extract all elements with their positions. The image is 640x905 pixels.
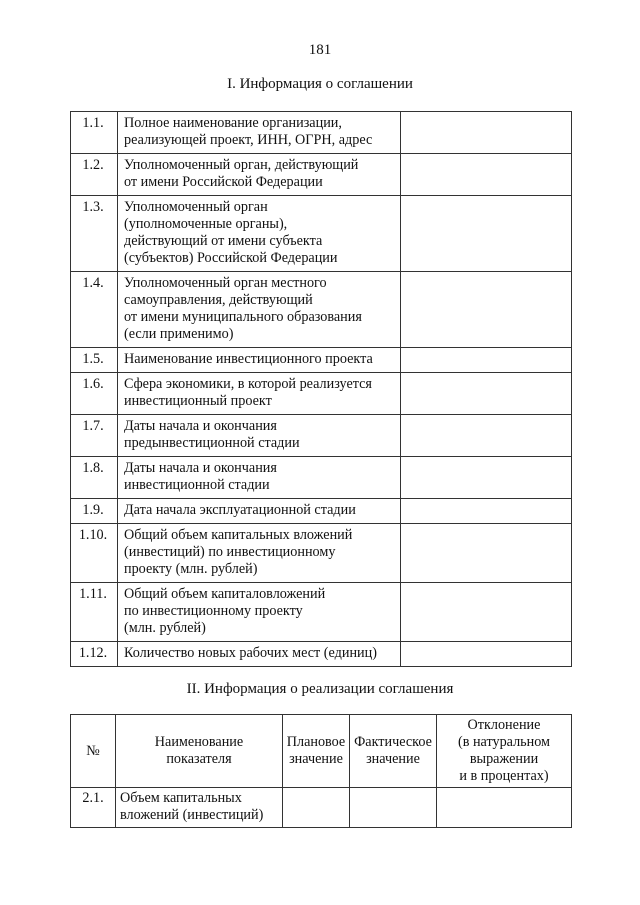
row-actual-cell bbox=[350, 788, 437, 828]
row-label: Даты начала и окончания предынвестиционной стадии bbox=[118, 415, 401, 457]
row-value-cell bbox=[401, 196, 572, 272]
row-number: 1.10. bbox=[71, 524, 118, 583]
section-title-agreement-implementation: II. Информация о реализации соглашения bbox=[186, 681, 454, 697]
section-title-agreement-info: I. Информация о соглашении bbox=[227, 76, 413, 92]
row-number: 1.3. bbox=[71, 196, 118, 272]
header-num: № bbox=[71, 715, 116, 788]
table-row bbox=[71, 272, 572, 348]
row-number: 1.2. bbox=[71, 154, 118, 196]
row-indicator: Объем капитальных вложений (инвестиций) bbox=[116, 788, 283, 828]
row-label: Уполномоченный орган (уполномоченные органы), действующий от имени субъекта (субъектов) Российской Федерации bbox=[118, 196, 401, 272]
table-row bbox=[71, 583, 572, 642]
row-number: 1.6. bbox=[71, 373, 118, 415]
row-value-cell bbox=[401, 642, 572, 667]
page-number: 181 bbox=[308, 42, 332, 58]
row-label: Общий объем капиталовложений по инвестиционному проекту (млн. рублей) bbox=[118, 583, 401, 642]
row-value-cell bbox=[401, 272, 572, 348]
table-row bbox=[71, 788, 572, 828]
row-label: Уполномоченный орган, действующий от имени Российской Федерации bbox=[118, 154, 401, 196]
row-value-cell bbox=[401, 373, 572, 415]
row-number: 1.4. bbox=[71, 272, 118, 348]
table-row bbox=[71, 112, 572, 154]
row-number: 1.8. bbox=[71, 457, 118, 499]
agreement-info-table bbox=[70, 111, 572, 667]
row-number: 2.1. bbox=[71, 788, 116, 828]
row-label: Сфера экономики, в которой реализуется инвестиционный проект bbox=[118, 373, 401, 415]
row-label: Наименование инвестиционного проекта bbox=[118, 348, 401, 373]
table-header-row bbox=[71, 715, 572, 788]
row-number: 1.11. bbox=[71, 583, 118, 642]
header-deviation: Отклонение (в натуральном выражении и в процентах) bbox=[437, 715, 572, 788]
table-row bbox=[71, 415, 572, 457]
row-value-cell bbox=[401, 524, 572, 583]
table-row bbox=[71, 524, 572, 583]
table-row bbox=[71, 499, 572, 524]
row-value-cell bbox=[401, 583, 572, 642]
row-number: 1.7. bbox=[71, 415, 118, 457]
header-planned: Плановое значение bbox=[283, 715, 350, 788]
row-value-cell bbox=[401, 415, 572, 457]
table-row bbox=[71, 196, 572, 272]
row-deviation-cell bbox=[437, 788, 572, 828]
row-label: Общий объем капитальных вложений (инвестиций) по инвестиционному проекту (млн. рублей) bbox=[118, 524, 401, 583]
row-label: Дата начала эксплуатационной стадии bbox=[118, 499, 401, 524]
row-label: Даты начала и окончания инвестиционной стадии bbox=[118, 457, 401, 499]
row-number: 1.9. bbox=[71, 499, 118, 524]
row-value-cell bbox=[401, 154, 572, 196]
row-value-cell bbox=[401, 499, 572, 524]
row-value-cell bbox=[401, 457, 572, 499]
header-indicator: Наименование показателя bbox=[116, 715, 283, 788]
row-label: Полное наименование организации, реализующей проект, ИНН, ОГРН, адрес bbox=[118, 112, 401, 154]
header-actual: Фактическое значение bbox=[350, 715, 437, 788]
row-number: 1.1. bbox=[71, 112, 118, 154]
table-row bbox=[71, 457, 572, 499]
row-number: 1.12. bbox=[71, 642, 118, 667]
table-row bbox=[71, 154, 572, 196]
row-planned-cell bbox=[283, 788, 350, 828]
row-value-cell bbox=[401, 348, 572, 373]
row-label: Уполномоченный орган местного самоуправления, действующий от имени муниципального образования (если применимо) bbox=[118, 272, 401, 348]
agreement-implementation-table bbox=[70, 714, 572, 828]
table-row bbox=[71, 348, 572, 373]
table-row bbox=[71, 642, 572, 667]
row-number: 1.5. bbox=[71, 348, 118, 373]
row-label: Количество новых рабочих мест (единиц) bbox=[118, 642, 401, 667]
table-row bbox=[71, 373, 572, 415]
row-value-cell bbox=[401, 112, 572, 154]
